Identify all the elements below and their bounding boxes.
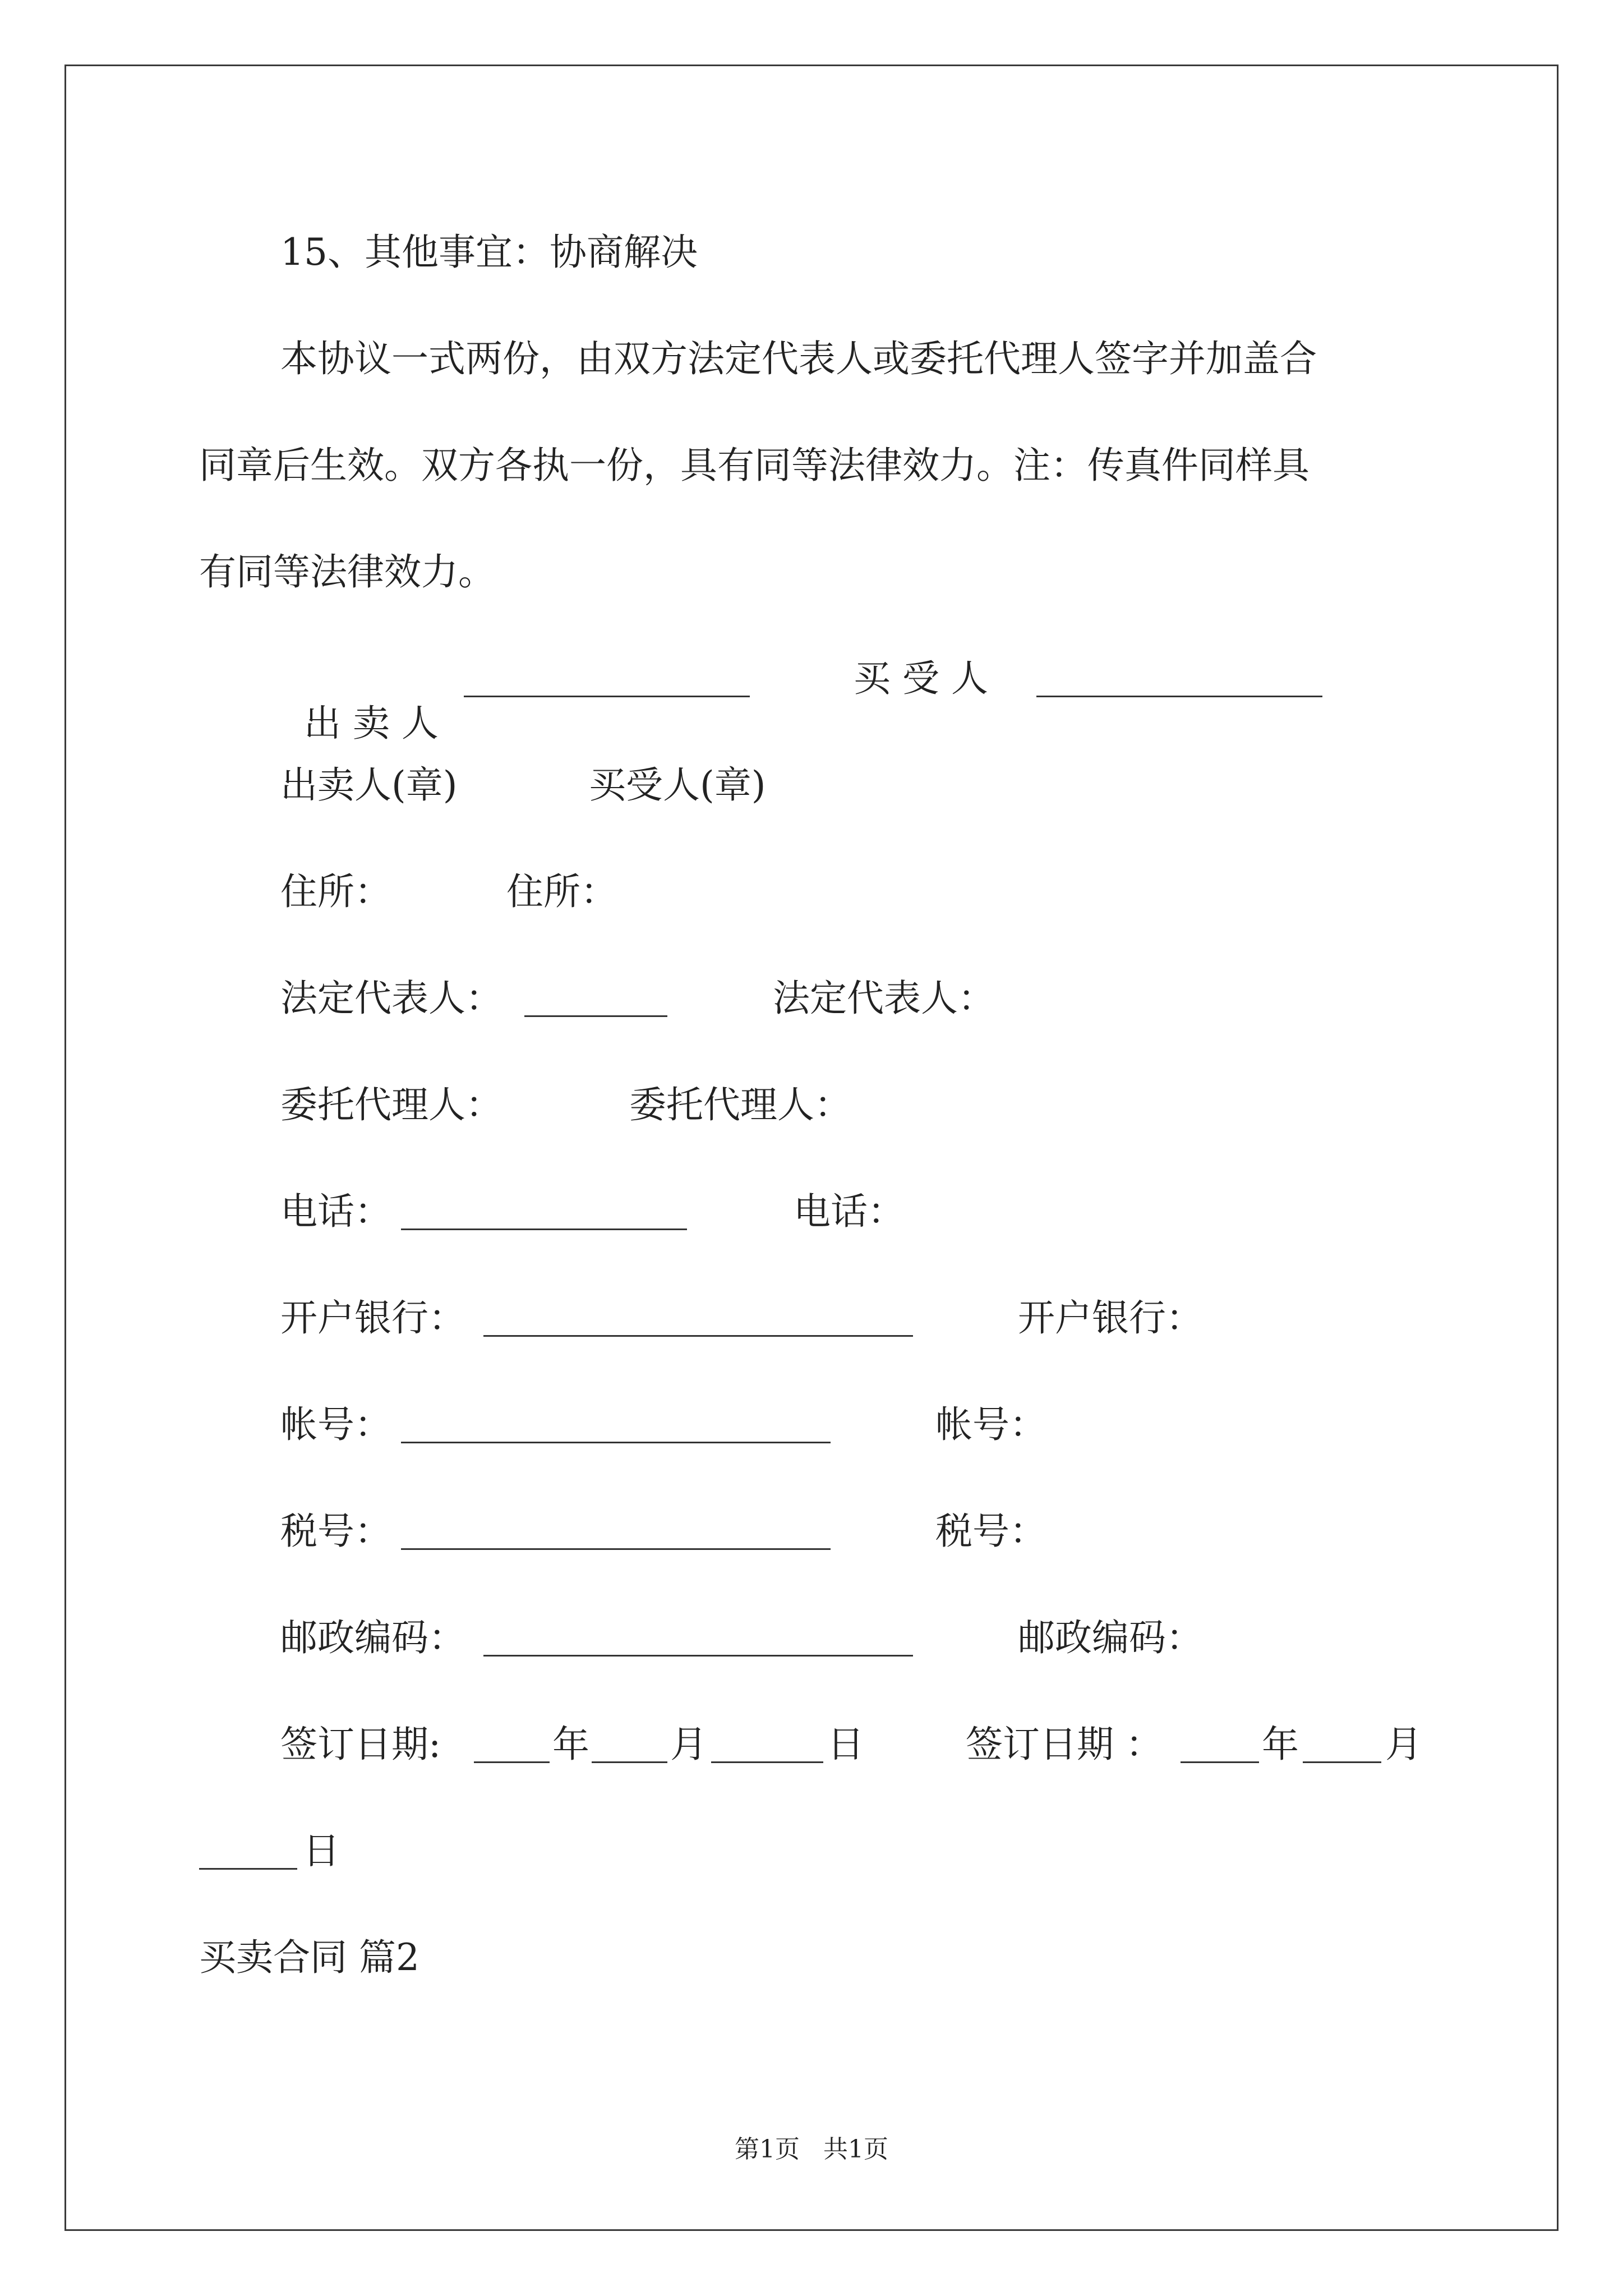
postcode-blank: [483, 1621, 913, 1657]
page-footer: 第1页 共1页: [735, 2135, 888, 2164]
date-right-month: 月: [1385, 1723, 1422, 1766]
date-left-day-blank: [711, 1728, 823, 1763]
buyer-label: 买 受 人: [854, 657, 988, 700]
paragraph-line-3: 有同等法律效力。: [199, 550, 495, 593]
seller-seal: 出卖人(章): [280, 763, 458, 807]
date-right-label: 签订日期 ：: [966, 1723, 1163, 1766]
date-left-year: 年: [552, 1723, 589, 1766]
bank-blank: [483, 1301, 913, 1337]
seller-row: [280, 656, 439, 746]
date-right-year-blank: [1181, 1728, 1259, 1763]
account-blank: [401, 1408, 831, 1443]
legal-rep-left: 法定代表人：: [280, 977, 502, 1020]
account-left: 帐号：: [280, 1403, 391, 1446]
phone-left: 电话：: [280, 1190, 391, 1233]
date-right-day-blank: [199, 1834, 297, 1870]
account-right: 帐号：: [935, 1403, 1046, 1446]
legal-rep-blank: [524, 982, 667, 1017]
date-right-day: 日: [303, 1829, 340, 1872]
date-left-label: 签订日期:: [280, 1723, 441, 1766]
seller-blank: [464, 662, 750, 697]
buyer-blank: [1036, 662, 1322, 697]
seller-label: 出 卖 人: [303, 702, 439, 745]
tax-right: 税号：: [935, 1510, 1046, 1553]
agent-left: 委托代理人：: [280, 1083, 502, 1126]
paragraph-line-1: 本协议一式两份，由双方法定代表人或委托代理人签字并加盖合: [280, 337, 1317, 380]
address-right: 住所：: [506, 870, 617, 913]
bank-left: 开户银行：: [280, 1296, 465, 1340]
item-15: 15、其他事宜：协商解决: [280, 231, 698, 274]
date-left-month-blank: [592, 1728, 667, 1763]
buyer-seal: 买受人(章): [589, 763, 766, 807]
legal-rep-right: 法定代表人：: [773, 977, 995, 1020]
date-right-year: 年: [1262, 1723, 1299, 1766]
address-left: 住所：: [280, 870, 391, 913]
tax-blank: [401, 1515, 831, 1550]
phone-right: 电话：: [794, 1190, 905, 1233]
bank-right: 开户银行：: [1018, 1296, 1203, 1340]
date-right-month-blank: [1303, 1728, 1381, 1763]
date-left-day: 日: [827, 1723, 864, 1766]
tax-left: 税号：: [280, 1510, 391, 1553]
postcode-right: 邮政编码：: [1018, 1616, 1203, 1659]
postcode-left: 邮政编码：: [280, 1616, 465, 1659]
section-title: 买卖合同 篇2: [199, 1936, 419, 1979]
paragraph-line-2: 同章后生效。双方各执一份，具有同等法律效力。注：传真件同样具: [199, 444, 1310, 487]
page-border: [64, 65, 1559, 2231]
date-left-month: 月: [670, 1723, 707, 1766]
date-left-year-blank: [474, 1728, 550, 1763]
agent-right: 委托代理人：: [629, 1083, 851, 1126]
phone-blank: [401, 1195, 687, 1230]
